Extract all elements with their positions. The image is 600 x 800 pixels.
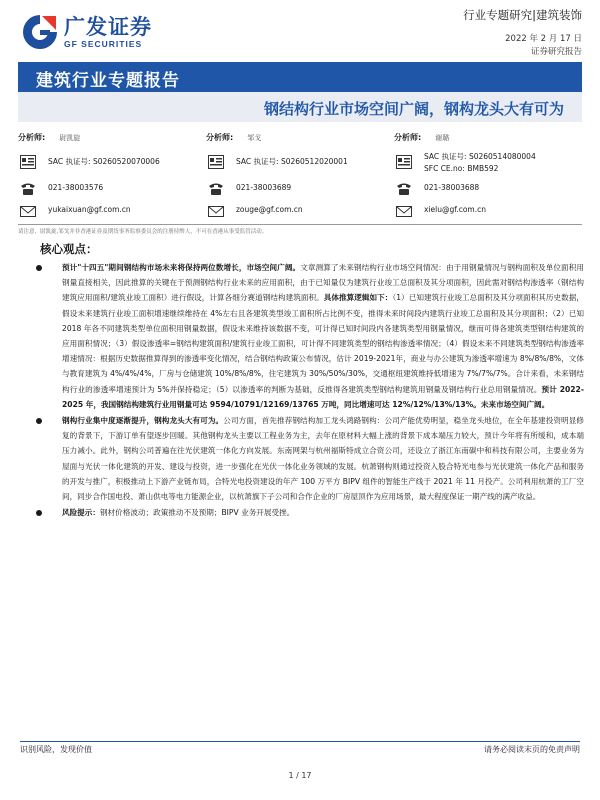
analyst-label: 分析师: — [18, 133, 46, 142]
analyst-phone: 021-38003688 — [424, 183, 480, 192]
sac-label: SAC 执证号: — [424, 152, 467, 161]
license-disclaimer: 请注意，尉凯旋,邹戈并非香港证券及期货事务监察委员会的注册持牌人，不可在香港从事受监管活动。 — [18, 224, 582, 236]
bullet-text-2: （1）已知建筑行业竣工总面积及其分项面积其历史数据，假设未来建筑行业竣工面积增速继续维持在 4%左右且各建筑类型竣工面积所占比例不变，推得未来时间段内建筑行业竣工总面积及其分项面积；（2）已知 2018 年各不同建筑类型单位面积用钢量数据，假设未来维持该数据不变，可计得已知时间段内各建筑类型用钢量情况，继而可得各建筑类型钢结构建筑的应用面积情况；（3）假设渗透率=钢结构建筑面积/建筑行业竣工面积，可计得不同建筑类型的钢结构渗透率情况；（4）假设未来不同建筑类型钢结构渗透率增速情况：根据历史数据推算得到的渗透率变化情况，结合钢结构政策公布情况，估计 2019-2021年，商业与办公建筑为渗透率增速为 8%/8%/8%，文体与教育建筑为 4%/4%/4%，厂房与仓储建筑 10%/8%/8%，住宅建筑为 30%/50%/30%，交通枢纽建筑维持低增速为 7%/7%/7%。合计来看，未来钢结构行业的渗透率增速预计为 5%并保持稳定；（5）以渗透率的判断为基础，反推得各建筑类型钢结构建筑用钢量及钢结构行业总用钢量情况。 — [62, 293, 584, 394]
report-subtitle: 钢结构行业市场空间广阔，钢构龙头大有可为 — [263, 100, 564, 118]
list-item — [36, 260, 584, 412]
bullet-text: 钢材价格波动；政策推动不及预期；BIPV 业务开展受挫。 — [99, 508, 295, 518]
sac-label: SAC 执证号: — [236, 157, 279, 166]
report-header — [0, 0, 600, 60]
logo-english-name: GF SECURITIES — [64, 38, 143, 49]
list-item — [36, 413, 584, 504]
core-views-list — [36, 260, 584, 521]
email-icon — [20, 203, 36, 217]
bullet-text: 文章测算了未来钢结构行业市场空间情况：由于用钢量情况与钢构面积及单位面积用钢量直接相关，因此推算的关键在于预测钢结构行业未来的应用面积，由于已知量仅为建筑行业竣工总面积及其分项面积，因此需对钢结构渗透率（钢结构建筑应用面积/建筑业竣工面积）进行假设，计算各细分赛道钢结构建筑面积。 — [62, 263, 584, 303]
analyst-phone: 021-38003576 — [48, 183, 104, 192]
sac-label: SAC 执证号: — [48, 157, 91, 166]
bullet-mid: 具体推算逻辑如下： — [323, 293, 393, 303]
sfc-label: SFC CE.no: — [424, 164, 465, 173]
analyst-label: 分析师: — [206, 133, 234, 142]
analyst-email[interactable]: yukaixuan@gf.com.cn — [48, 205, 131, 214]
email-icon — [396, 203, 412, 217]
bullet-icon — [36, 265, 42, 271]
certificate-icon — [396, 154, 412, 168]
analyst-label: 分析师: — [394, 133, 422, 142]
bullet-lead: 风险提示： — [62, 508, 100, 518]
analyst-name: 谢璐 — [435, 134, 450, 142]
title-banner — [18, 62, 582, 92]
core-views-heading: 核心观点： — [40, 242, 98, 256]
logo-chinese-name: 广发证券 — [64, 14, 152, 39]
bullet-lead: 钢构行业集中度逐渐提升，钢构龙头大有可为。 — [62, 416, 224, 426]
bullet-text-2: 东南网架与杭州福斯特成立合资公司，还设立了浙江东南碳中和科技有限公司，主要业务为屋面与光伏一体化建筑的开发、建设与投资，进一步强化在光伏一体化业务领域的发展。杭萧钢构则通过投资入股合特光电参与光伏建筑一体化产品和服务的开发与推广，积极推动上下游产业链布局，合特光电投资建设的年产 100 万平方 BIPV 组件的智能生产线于 2021 年 11 月投产。公司利用杭萧的工厂空间，同步合作国电投、萧山供电等电力能源企业，以杭萧旗下子公司和合作企业的厂房屋顶作为应用场景，最大程度保证一期产线的满产收益。 — [62, 446, 585, 502]
sac-number: S0260514080004 — [468, 152, 536, 161]
subtitle-banner — [18, 92, 582, 122]
gf-securities-logo — [20, 12, 152, 52]
bullet-icon — [36, 418, 42, 424]
phone-icon — [208, 181, 224, 195]
page-number: 1 / 17 — [288, 771, 312, 780]
footer-slogan: 识别风险，发现价值 — [20, 745, 92, 754]
page-footer — [20, 741, 580, 755]
certificate-icon — [208, 154, 224, 168]
analyst-email[interactable]: xielu@gf.com.cn — [424, 205, 486, 214]
analyst-card — [206, 128, 394, 224]
analyst-block — [18, 128, 582, 224]
analyst-card — [18, 128, 206, 224]
analyst-name: 尉凯旋 — [59, 134, 81, 142]
analyst-phone: 021-38003689 — [236, 183, 292, 192]
sac-number: S0260512020001 — [280, 157, 348, 166]
report-category: 行业专题研究|建筑装饰 — [463, 8, 582, 22]
gf-logo-icon — [20, 12, 60, 52]
report-type: 证券研究报告 — [530, 47, 582, 57]
analyst-name: 邹戈 — [247, 134, 262, 142]
sac-number: S0260520070006 — [92, 157, 160, 166]
certificate-icon — [20, 154, 36, 168]
sfc-number: BMB592 — [467, 164, 499, 173]
report-title: 建筑行业专题报告 — [36, 71, 180, 91]
bullet-lead: 预计"十四五"期间钢结构市场未来将保持两位数增长，市场空间广阔。 — [62, 263, 301, 272]
footer-disclaimer-note: 请务必阅读末页的免责声明 — [484, 745, 580, 754]
list-item — [36, 505, 584, 520]
report-date: 2022 年 2 月 17 日 — [505, 34, 582, 44]
bullet-conclusion: 预计 2022-2025 年，我国钢结构建筑行业用钢量可达 9594/10791/12169/13765 万吨，同比增速可达 12%/12%/13%/13%。未来市场空间广阔。 — [62, 384, 584, 409]
phone-icon — [396, 181, 412, 195]
bullet-icon — [36, 510, 42, 516]
phone-icon — [20, 181, 36, 195]
bullet-text: 公司方面，首先推荐钢结构加工龙头鸿路钢构：公司产能优势明显，稳坐龙头地位，在全年基建投资明显修复的背景下，下游订单有望逐步回暖。其他钢构龙头主要以工程业务为主，去年在原材料大幅上涨的背景下成本端压力较大，预计今年将有所缓和，成本端压力减小。此外，钢构公司普遍在往光伏建筑一体化方向发展。 — [62, 416, 584, 456]
analyst-email[interactable]: zouge@gf.com.cn — [236, 205, 303, 214]
email-icon — [208, 203, 224, 217]
analyst-card — [394, 128, 582, 224]
